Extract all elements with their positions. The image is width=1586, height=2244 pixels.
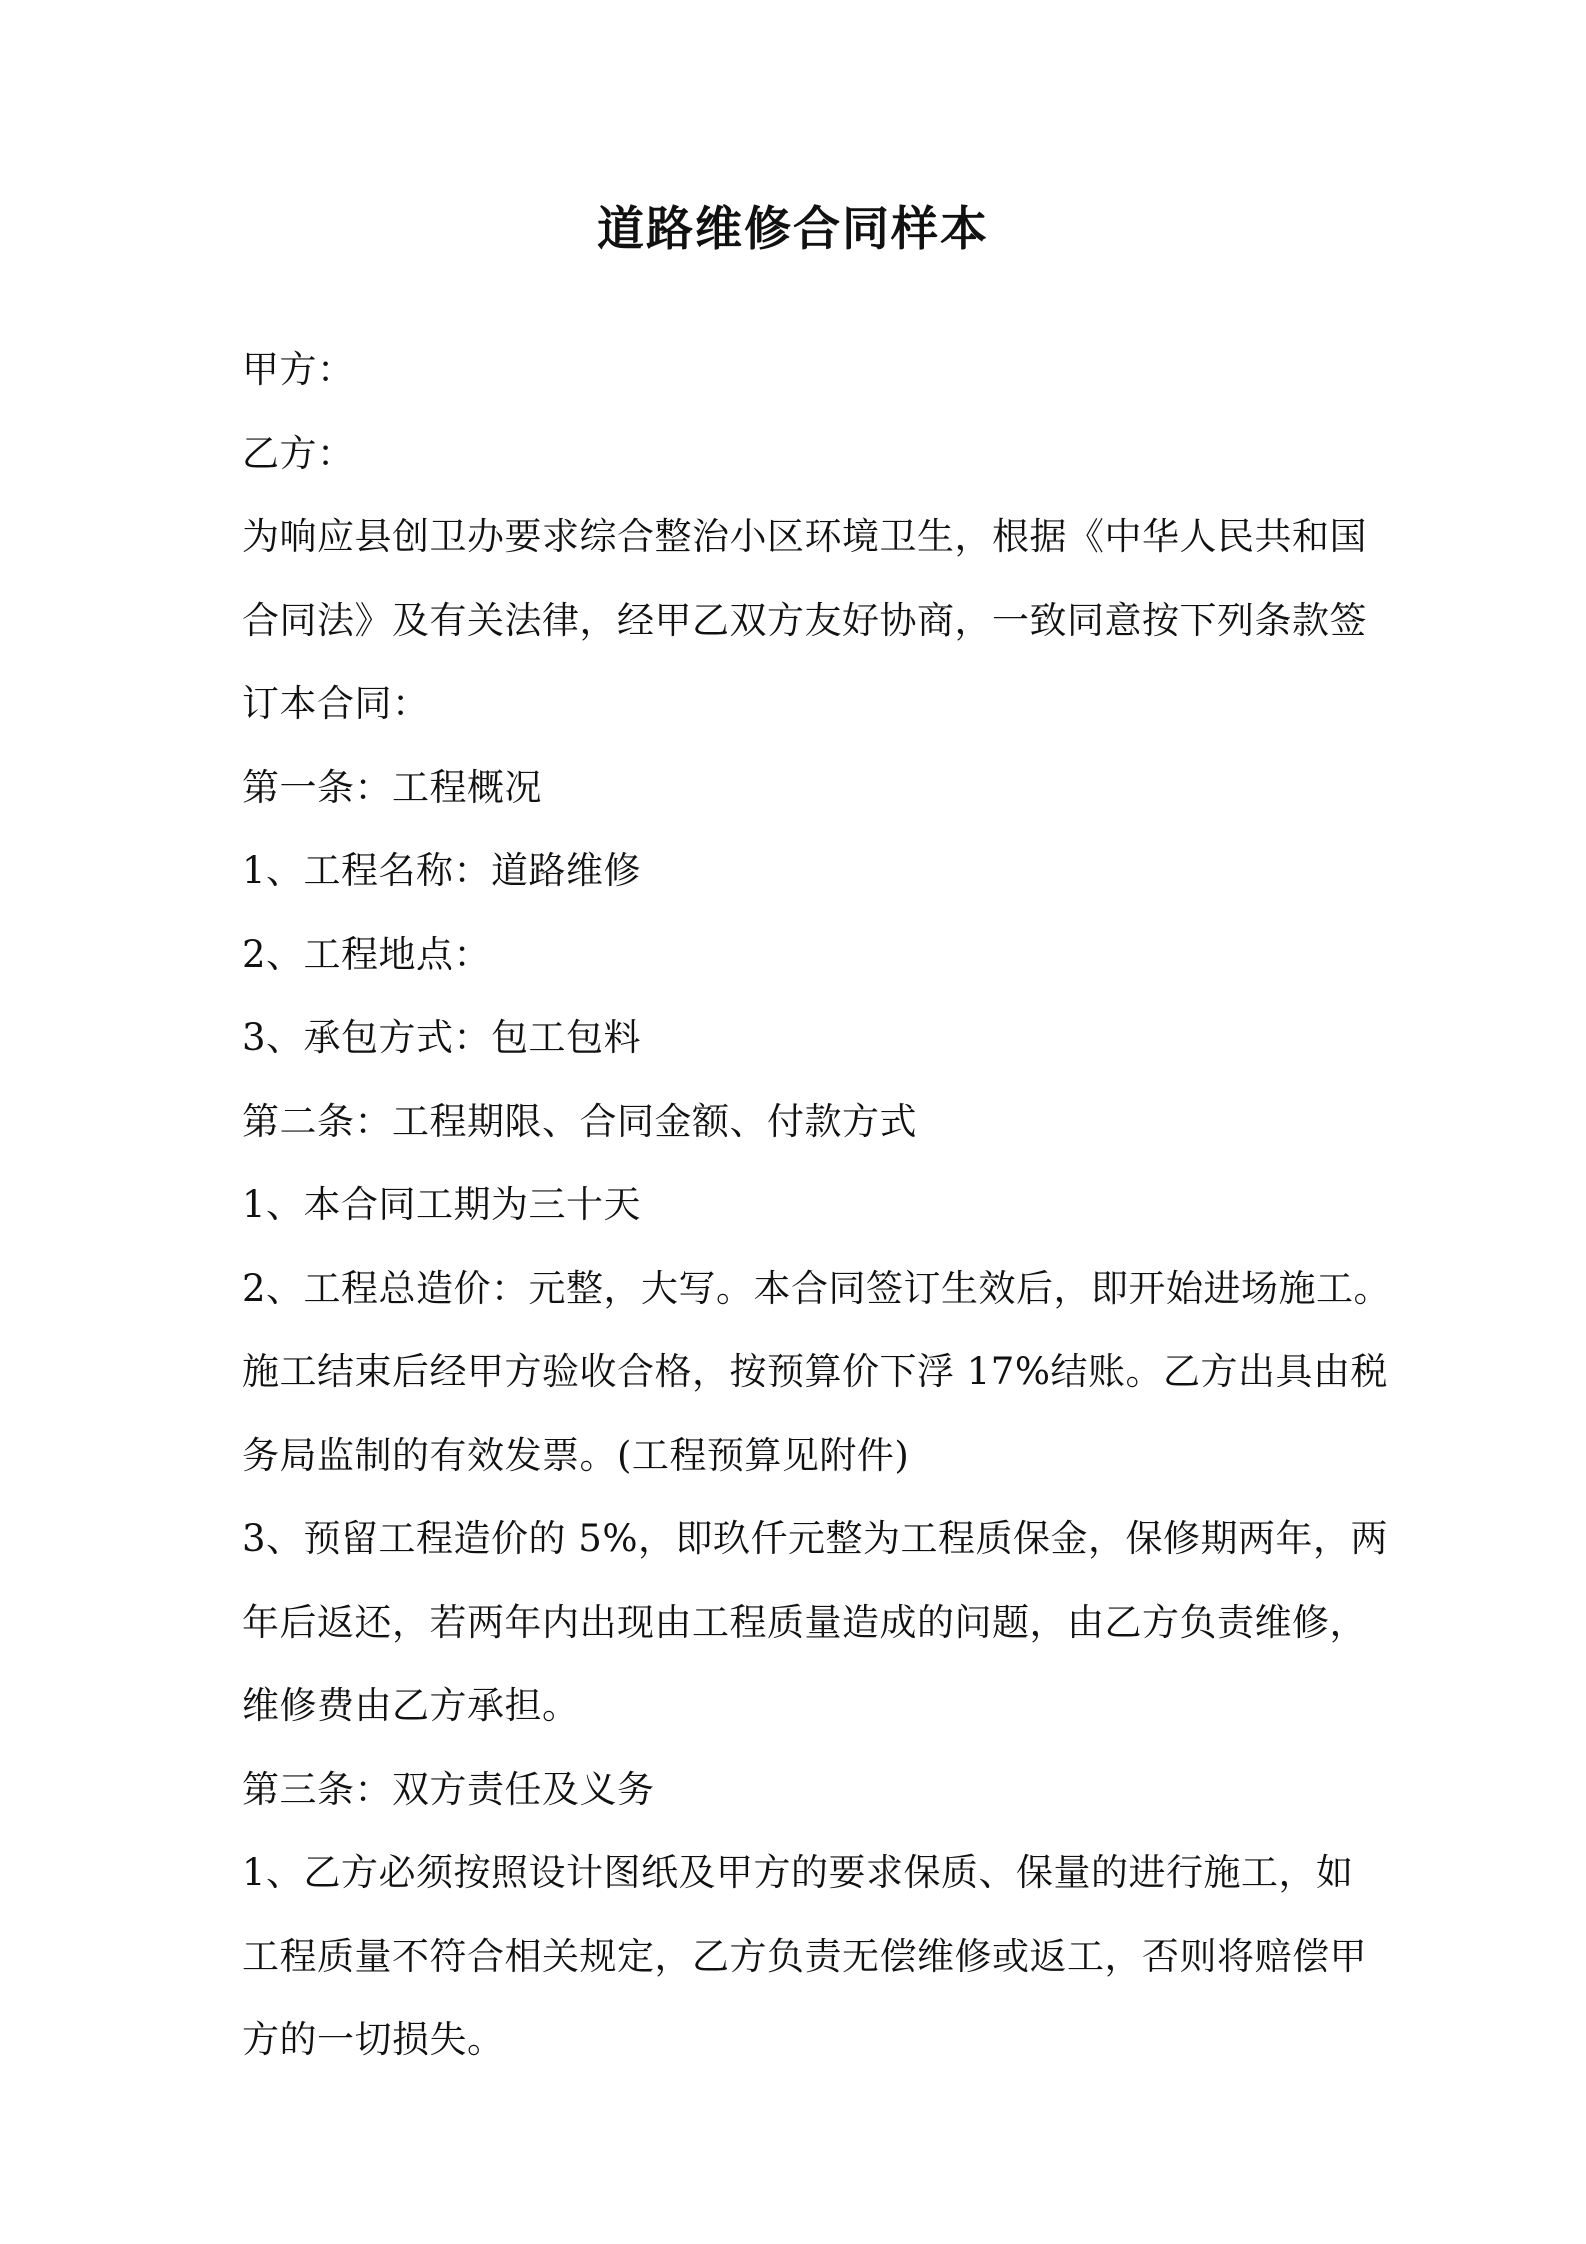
preamble-line-2: 合同法》及有关法律，经甲乙双方友好协商，一致同意按下列条款签 <box>242 598 1367 642</box>
article-2-item-1: 1、本合同工期为三十天 <box>242 1183 642 1226</box>
article-2-item-2-line-2: 施工结束后经甲方验收合格，按预算价下浮 17%结账。乙方出具由税 <box>242 1350 1388 1393</box>
article-3-heading: 第三条：双方责任及义务 <box>242 1767 655 1811</box>
article-2-item-3-line-2: 年后返还，若两年内出现由工程质量造成的问题，由乙方负责维修， <box>242 1600 1367 1644</box>
article-2-item-3-line-3: 维修费由乙方承担。 <box>242 1684 580 1727</box>
article-1-item-2: 2、工程地点： <box>242 932 492 976</box>
document-title: 道路维修合同样本 <box>597 202 989 257</box>
preamble-line-3: 订本合同： <box>242 682 430 725</box>
article-2-item-3-line-1: 3、预留工程造价的 5%，即玖仟元整为工程质保金，保修期两年，两 <box>242 1517 1388 1560</box>
article-2-heading: 第二条：工程期限、合同金额、付款方式 <box>242 1099 917 1143</box>
article-2-item-2-line-1: 2、工程总造价：元整，大写。本合同签订生效后，即开始进场施工。 <box>242 1266 1392 1310</box>
article-1-heading: 第一条：工程概况 <box>242 765 542 809</box>
document-body <box>242 328 1392 2082</box>
article-3-item-1-line-3: 方的一切损失。 <box>242 2018 505 2061</box>
article-2-item-2-line-3: 务局监制的有效发票。(工程预算见附件) <box>242 1433 910 1477</box>
party-a-line: 甲方： <box>242 348 355 391</box>
party-b-line: 乙方： <box>242 431 355 475</box>
preamble-line-1: 为响应县创卫办要求综合整治小区环境卫生，根据《中华人民共和国 <box>242 515 1367 558</box>
article-1-item-3: 3、承包方式：包工包料 <box>242 1016 642 1059</box>
article-3-item-1-line-1: 1、乙方必须按照设计图纸及甲方的要求保质、保量的进行施工，如 <box>242 1851 1354 1894</box>
article-3-item-1-line-2: 工程质量不符合相关规定，乙方负责无偿维修或返工，否则将赔偿甲 <box>242 1934 1367 1978</box>
article-1-item-1: 1、工程名称：道路维修 <box>242 849 642 892</box>
